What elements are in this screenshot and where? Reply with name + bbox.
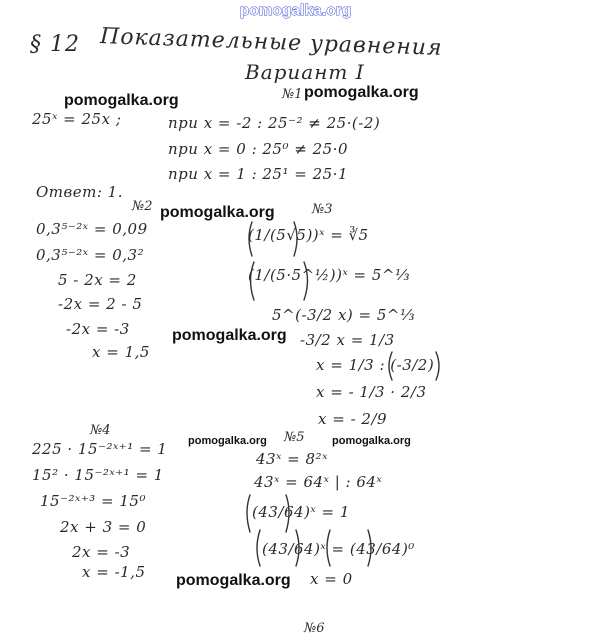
- task2-line: 0,3⁵⁻²ˣ = 0,09: [36, 220, 148, 238]
- task3-division-bracket: [436, 352, 439, 380]
- task2-number: №2: [132, 199, 153, 214]
- task3-line: -3/2 x = 1/3: [300, 331, 395, 349]
- task5-fraction-bracket: [247, 495, 250, 532]
- task5-fraction-bracket: [327, 530, 330, 566]
- task5-line: 43ˣ = 8²ˣ: [256, 450, 328, 468]
- task4-line: 225 · 15⁻²ˣ⁺¹ = 1: [32, 440, 168, 458]
- task3-division-bracket: [389, 352, 392, 380]
- task4-line: x = -1,5: [82, 563, 146, 581]
- task2-line: -2x = -3: [66, 320, 130, 338]
- task4-line: 2x + 3 = 0: [60, 518, 147, 536]
- task3-line: x = - 2/9: [318, 410, 388, 428]
- task3-line: x = 1/3 : (-3/2): [316, 356, 435, 374]
- watermark: pomogalka.org: [304, 84, 419, 101]
- task2-line: -2x = 2 - 5: [58, 295, 143, 313]
- watermark: pomogalka.org: [188, 435, 267, 447]
- task3-line: (1/(5·5^½))ˣ = 5^⅓: [248, 266, 411, 284]
- task1-number: №1: [282, 87, 303, 102]
- task3-line: 5^(-3/2 x) = 5^⅓: [272, 306, 416, 324]
- task5-line: x = 0: [310, 570, 353, 588]
- watermark: pomogalka.org: [160, 204, 275, 221]
- task5-number: №5: [284, 430, 305, 445]
- task3-fraction-bracket: [251, 262, 255, 300]
- task1-line: 25ˣ = 25x ;: [32, 110, 122, 128]
- task5-line: (43/64)ˣ = 1: [252, 503, 350, 521]
- watermark: pomogalka.org: [172, 327, 287, 344]
- task5-fraction-bracket: [286, 495, 289, 532]
- task2-line: 0,3⁵⁻²ˣ = 0,3²: [36, 246, 145, 264]
- task3-fraction-bracket: [304, 262, 308, 300]
- watermark: pomogalka.org: [332, 435, 411, 447]
- task2-line: 5 - 2x = 2: [58, 271, 137, 289]
- task3-line: x = - 1/3 · 2/3: [316, 383, 427, 401]
- task3-line: (1/(5√5))ˣ = ∛5: [248, 226, 369, 244]
- task1-line: при x = 1 : 25¹ = 25·1: [168, 165, 348, 183]
- task4-line: 2x = -3: [72, 543, 131, 561]
- task4-line: 15² · 15⁻²ˣ⁺¹ = 1: [32, 466, 164, 484]
- task3-fraction-bracket: [249, 222, 252, 256]
- task5-fraction-bracket: [368, 530, 371, 566]
- task4-line: 15⁻²ˣ⁺³ = 15⁰: [40, 492, 146, 510]
- task5-fraction-bracket: [257, 530, 260, 566]
- task4-number: №4: [90, 423, 111, 438]
- task5-line: (43/64)ˣ = (43/64)⁰: [262, 540, 415, 558]
- task3-number: №3: [312, 202, 333, 217]
- watermark: pomogalka.org: [176, 572, 291, 589]
- task3-fraction-bracket: [294, 222, 297, 256]
- task5-fraction-bracket: [296, 530, 299, 566]
- section-number: § 12: [30, 32, 80, 57]
- variant-label: Вариант I: [245, 60, 365, 84]
- task2-line: x = 1,5: [92, 343, 150, 361]
- next-task-fragment: №6: [304, 621, 325, 636]
- task1-line: при x = -2 : 25⁻² ≠ 25·(-2): [168, 114, 381, 132]
- watermark-top: pomogalka.org: [240, 2, 352, 19]
- page-title: Показательные уравнения: [99, 24, 443, 61]
- task1-answer: Ответ: 1.: [36, 183, 123, 201]
- task1-line: при x = 0 : 25⁰ ≠ 25·0: [168, 140, 348, 158]
- task5-line: 43ˣ = 64ˣ | : 64ˣ: [254, 473, 383, 491]
- watermark: pomogalka.org: [64, 92, 179, 109]
